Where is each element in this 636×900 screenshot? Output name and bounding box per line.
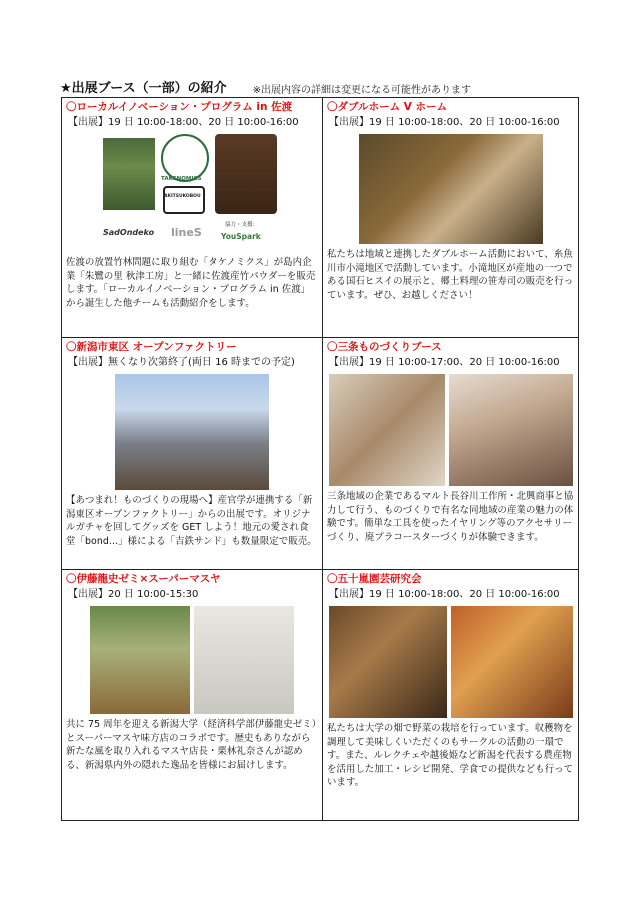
booth-schedule: 【出展】20 日 10:00-15:30 bbox=[68, 589, 199, 600]
bamboo-powder-bag-photo bbox=[215, 134, 277, 214]
booth-photo bbox=[90, 606, 294, 714]
youspark-logo: YouSpark bbox=[221, 232, 261, 241]
booth-double-home bbox=[323, 98, 578, 338]
booth-title: 〇新潟市東区 オープンファクトリー bbox=[66, 341, 237, 353]
booth-title: 〇五十嵐園芸研究会 bbox=[327, 573, 422, 585]
booth-schedule: 【出展】19 日 10:00-18:00、20 日 10:00-16:00 bbox=[329, 589, 560, 600]
booth-title: 〇伊藤龍史ゼミ×スーパーマスヤ bbox=[66, 573, 221, 585]
booth-schedule: 【出展】19 日 10:00-18:00、20 日 10:00-16:00 bbox=[68, 117, 299, 128]
jam-and-drinks-photo bbox=[451, 606, 573, 718]
earring-crafts-photo bbox=[329, 374, 445, 486]
akitsukobo-logo bbox=[163, 186, 205, 214]
booth-igarashi-gardening bbox=[323, 570, 578, 820]
disclaimer-note: ※出展内容の詳細は変更になる可能性があります bbox=[252, 85, 472, 96]
booth-title: 〇三条ものづくりブース bbox=[327, 341, 442, 353]
booth-photo bbox=[115, 374, 269, 490]
booth-description: 佐渡の放置竹林問題に取り組む「タケノミクス」が島内企業「朱鷺の里 秋津工房」と一緒に佐渡産竹パウダーを販売します。「ローカルイノベーション・プログラム in 佐渡」から誕生した他チームも活動紹介をします。 bbox=[66, 257, 316, 309]
market-stall-photo bbox=[90, 606, 190, 714]
booth-schedule: 【出展】無くなり次第終了(両日 16 時までの予定) bbox=[68, 357, 295, 368]
booth-title: 〇ローカルイノベーション・プログラム in 佐渡 bbox=[66, 101, 293, 113]
takenomics-logo bbox=[161, 134, 209, 182]
booth-schedule: 【出展】19 日 10:00-18:00、20 日 10:00-16:00 bbox=[329, 117, 560, 128]
booth-photo bbox=[329, 374, 573, 486]
booth-description: 私たちは大学の畑で野菜の栽培を行っています。収穫物を調理して美味しくいただくのもサークルの活動の一環です。また、ルレクチェや越後姫など新潟を代表する農産物を活用した加工・レシピ開発、学食での提供なども行っています。 bbox=[327, 723, 574, 788]
booth-ito-seminar-masuya bbox=[62, 570, 323, 820]
booth-sanjo-monozukuri bbox=[323, 338, 578, 570]
section-title: ★出展ブース（一部）の紹介 bbox=[60, 81, 227, 96]
sadondeko-logo: SadOndeko bbox=[103, 228, 155, 237]
booth-photo bbox=[329, 606, 573, 718]
bamboo-photo bbox=[103, 138, 155, 210]
sasazushi-photo bbox=[359, 134, 543, 244]
booth-description: 共に 75 周年を迎える新潟大学（経済科学部伊藤龍史ゼミ）とスーパーマスヤ味方店のコラボです。歴史もありながら新たな風を取り入れるマスヤ店長・栗林礼奈さんが認める、新潟県内外の隠れた逸品を皆様にお届けします。 bbox=[66, 719, 317, 771]
booth-local-innovation bbox=[62, 98, 323, 338]
pound-cake-photo bbox=[329, 606, 447, 718]
open-factory-photo bbox=[115, 374, 269, 490]
booth-description: 【あつまれ！ものづくりの現場へ】産官学が連携する「新潟東区オープンファクトリー」からの出展です。オリジナルガチャを回してグッズを GET しよう！地元の愛され食堂「bond...」様による「吉鉄サンド」も数量限定で販売。 bbox=[66, 495, 317, 547]
booth-photo bbox=[103, 134, 281, 252]
booth-table bbox=[61, 97, 579, 821]
booth-description: 三条地域の企業であるマルト長谷川工作所・北興商事と協力して行う、ものづくりで有名な同地域の産業の魅力の体験です。簡単な工具を使ったイヤリング等のアクセサリーづくり、廃プラコースターづくりが体験できます。 bbox=[327, 491, 574, 543]
craft-workshop-photo bbox=[449, 374, 573, 486]
lines-logo: lineS bbox=[171, 226, 202, 239]
support-label: 協力・支援： bbox=[225, 222, 259, 228]
booth-photo bbox=[359, 134, 543, 244]
booth-higashi-open-factory bbox=[62, 338, 323, 570]
section-header bbox=[60, 78, 580, 96]
tshirt-photo bbox=[194, 606, 294, 714]
booth-title: 〇ダブルホーム V ホーム bbox=[327, 101, 448, 113]
booth-description: 私たちは地域と連携したダブルホーム活動において、糸魚川市小滝地区で活動しています。小滝地区が産地の一つである国石ヒスイの展示と、郷土料理の笹寿司の販売を行っています。ぜひ、お越しください！ bbox=[327, 249, 574, 301]
booth-schedule: 【出展】19 日 10:00-17:00、20 日 10:00-16:00 bbox=[329, 357, 560, 368]
akitsukobo-label: AKITSUKOBOU bbox=[164, 194, 201, 199]
takenomics-label: TAKENOMICS bbox=[161, 176, 202, 182]
